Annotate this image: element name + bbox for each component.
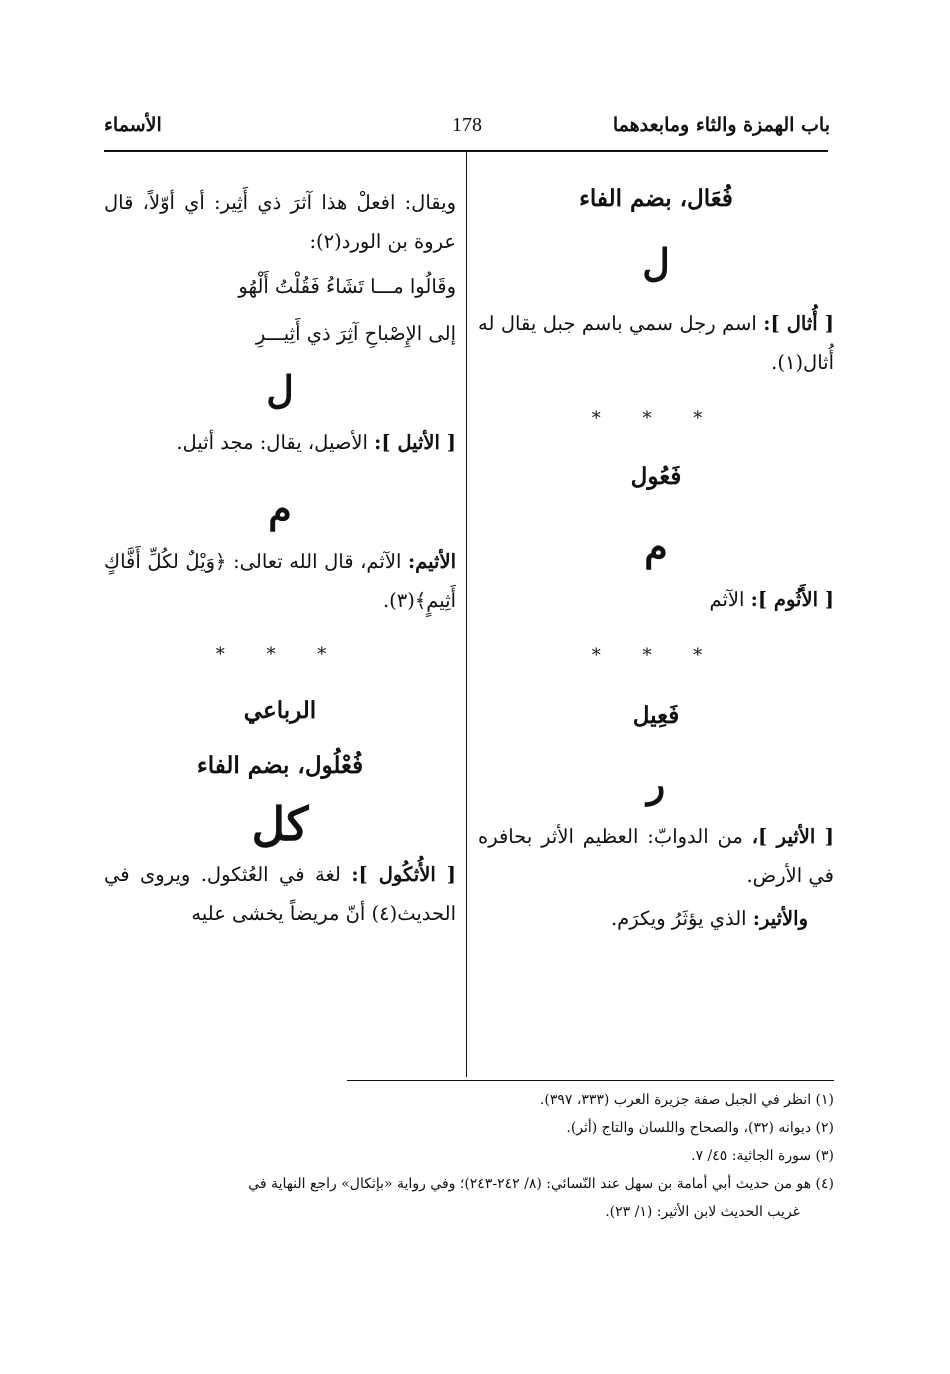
left-column	[104, 175, 456, 933]
root-letter-lam: ل	[642, 240, 670, 285]
entry-athir-continued: ويقال: افعلْ هذا آثرَ ذي أَثِير: أي أوّلاً، قال عروة بن الورد(٢):	[104, 191, 456, 253]
footnote-4: (٤) هو من حديث أبي أمامة بن سهل عند النّسائي: (٨/ ٢٤٢-٢٤٣)؛ وفي رواية «بإثكال» راجع النهاية في	[248, 1176, 834, 1192]
root-letters-kaf-lam: كل	[251, 797, 309, 851]
page-number: 178	[452, 114, 482, 136]
entry-term: [ أُثال ]:	[763, 312, 834, 335]
column-divider	[466, 152, 467, 1077]
entry-athil	[104, 423, 456, 462]
section-separator: * * *	[591, 645, 721, 666]
footnote-4-continued: غريب الحديث لابن الأثير: (١/ ٢٣).	[605, 1204, 800, 1220]
entry-athim	[104, 542, 456, 620]
entry-definition: من الدوابّ: العظيم الأثر بحافره في الأرض.	[478, 825, 834, 887]
section-separator: * * *	[215, 644, 345, 665]
entry-term: [ الأثير ]،	[751, 825, 834, 848]
root-letter-mim: م	[644, 524, 668, 569]
entry-definition: الآثم	[709, 588, 745, 611]
poem-verse-2: إلى الإِصْباحِ آثِرَ ذي أَثِيـــرِ	[255, 322, 456, 345]
root-letter-ra: ر	[646, 761, 666, 806]
running-header-section: الأسماء	[104, 114, 162, 136]
entry-athir	[478, 817, 834, 895]
footnote-3: (٣) سورة الجاثية: ٤٥/ ٧.	[691, 1148, 834, 1164]
entry-uthal	[478, 304, 834, 382]
footnote-rule	[347, 1080, 834, 1081]
footnote-2: (٢) ديوانه (٣٢)، والصحاح واللسان والتاج (أثر).	[566, 1120, 834, 1136]
section-separator: * * *	[591, 408, 721, 429]
entry-athum	[478, 580, 834, 619]
entry-uthkul	[104, 855, 456, 933]
root-letter-mim: م	[268, 486, 292, 531]
pattern-heading-fauul: فَعُول	[630, 463, 682, 490]
entry-wal-athir	[478, 899, 834, 938]
entry-term: والأثير:	[752, 907, 808, 930]
running-header-chapter: باب الهمزة والثاء ومابعدهما	[612, 114, 830, 136]
root-letter-lam: ل	[266, 367, 294, 412]
entry-term: الأثيم:	[407, 550, 457, 573]
pattern-heading-fuaal: فُعَال، بضم الفاء	[579, 185, 733, 212]
pattern-heading-fulul: فُعْلُول، بضم الفاء	[196, 752, 364, 779]
section-heading-rubai: الرباعي	[243, 697, 317, 724]
pattern-heading-fail: فَعِيل	[632, 702, 680, 729]
entry-definition: الأصيل، يقال: مجد أثيل.	[176, 431, 368, 454]
entry-term: [ الأثيل ]:	[374, 431, 456, 454]
entry-term: [ الأَثُوم ]:	[750, 588, 834, 611]
entry-definition: اسم رجل سمي باسم جبل يقال له أُثال(١).	[478, 312, 834, 374]
entry-definition: الذي يؤثَرُ ويكرَم.	[610, 907, 747, 930]
entry-definition: لغة في العُثكول. ويروى في الحديث(٤) أنّ مريضاً يخشى عليه	[104, 863, 456, 925]
right-column	[478, 175, 834, 938]
entry-definition: الآثم، قال الله تعالى: ﴿وَيْلٌ لكُلِّ أَفَّاكٍ أَثِيمٍ﴾(٣).	[104, 550, 456, 612]
poem-verse-1: وقَالُوا مـــا تَشَاءُ فَقُلْتُ أَلْهُو	[238, 275, 456, 298]
entry-term: [ الأُثكُول ]:	[351, 863, 456, 886]
footnotes	[114, 1086, 834, 1226]
footnote-1: (١) انظر في الجبل صفة جزيرة العرب (٣٣٣، ٣٩٧).	[539, 1092, 834, 1108]
